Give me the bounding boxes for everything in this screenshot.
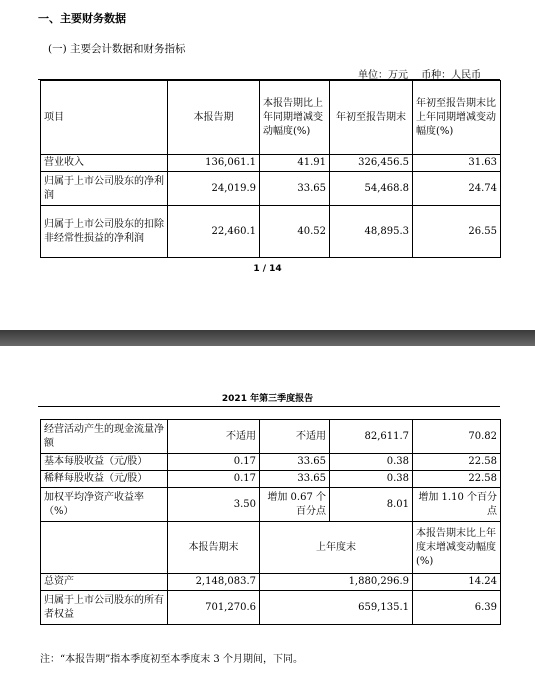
header-ytd: 年初至报告期末 xyxy=(330,81,413,155)
table-row xyxy=(41,155,501,172)
cell-value: 0.17 xyxy=(168,454,260,471)
cell-value: 22.58 xyxy=(413,471,501,488)
subsection-title: (一) 主要会计数据和财务指标 xyxy=(48,43,186,55)
cell-value: 326,456.5 xyxy=(330,155,413,172)
page-number: 1 / 14 xyxy=(253,264,282,274)
cell-value: 24,019.9 xyxy=(168,172,260,206)
cell-value: 54,468.8 xyxy=(330,172,413,206)
cell-value: 33.65 xyxy=(260,454,330,471)
report-title: 2021 年第三季度报告 xyxy=(221,394,314,404)
footnote: 注：“本报告期”指本季度初至本季度末 3 个月期间，下同。 xyxy=(40,654,303,665)
table-row xyxy=(41,574,501,591)
currency-label: 币种：人民币 xyxy=(421,70,482,81)
cell-value: 136,061.1 xyxy=(168,155,260,172)
cell-value: 41.91 xyxy=(260,155,330,172)
subheader-prior-year-end: 上年度末 xyxy=(260,522,413,574)
row-label: 稀释每股收益（元/股） xyxy=(41,471,168,488)
cell-value: 8.01 xyxy=(330,488,413,522)
subheader-change: 本报告期末比上年度末增减变动幅度(%) xyxy=(413,522,501,574)
table-row xyxy=(41,471,501,488)
cell-value: 701,270.6 xyxy=(168,591,260,625)
row-label: 归属于上市公司股东的所有者权益 xyxy=(41,591,168,625)
cell-value: 70.82 xyxy=(413,420,501,454)
table-row xyxy=(41,591,501,625)
cell-value: 48,895.3 xyxy=(330,206,413,258)
financial-table-1 xyxy=(40,80,501,258)
cell-value: 增加 0.67 个百分点 xyxy=(260,488,330,522)
table-row xyxy=(41,206,501,258)
cell-value: 659,135.1 xyxy=(260,591,413,625)
cell-value: 0.17 xyxy=(168,471,260,488)
cell-value: 2,148,083.7 xyxy=(168,574,260,591)
unit-label: 单位：万元 xyxy=(358,70,408,81)
header-period-change: 本报告期比上年同期增减变动幅度(%) xyxy=(260,81,330,155)
header-item: 项目 xyxy=(41,81,168,155)
row-label: 归属于上市公司股东的扣除非经常性损益的净利润 xyxy=(41,206,168,258)
cell-value: 26.55 xyxy=(413,206,501,258)
page-1 xyxy=(0,0,535,330)
section-title: 一、主要财务数据 xyxy=(38,12,126,25)
page-2 xyxy=(0,346,535,681)
cell-value: 31.63 xyxy=(413,155,501,172)
row-label: 经营活动产生的现金流量净额 xyxy=(41,420,168,454)
cell-value: 不适用 xyxy=(168,420,260,454)
page-separator xyxy=(0,330,535,346)
row-label: 归属于上市公司股东的净利润 xyxy=(41,172,168,206)
cell-value: 0.38 xyxy=(330,471,413,488)
table-row xyxy=(41,420,501,454)
table-header-row xyxy=(41,81,501,155)
cell-value: 40.52 xyxy=(260,206,330,258)
cell-value: 3.50 xyxy=(168,488,260,522)
cell-value: 82,611.7 xyxy=(330,420,413,454)
cell-value: 22,460.1 xyxy=(168,206,260,258)
subheader-period-end: 本报告期末 xyxy=(168,522,260,574)
cell-value: 33.65 xyxy=(260,471,330,488)
row-label: 总资产 xyxy=(41,574,168,591)
cell-value: 增加 1.10 个百分点 xyxy=(413,488,501,522)
row-label: 加权平均净资产收益率（%） xyxy=(41,488,168,522)
header-ytd-change: 年初至报告期末比上年同期增减变动幅度(%) xyxy=(413,81,501,155)
row-label: 营业收入 xyxy=(41,155,168,172)
row-label: 基本每股收益（元/股） xyxy=(41,454,168,471)
cell-value: 33.65 xyxy=(260,172,330,206)
cell-value: 6.39 xyxy=(413,591,501,625)
cell-value: 1,880,296.9 xyxy=(260,574,413,591)
subheader-empty xyxy=(41,522,168,574)
table-row xyxy=(41,454,501,471)
financial-table-2 xyxy=(40,419,501,625)
cell-value: 14.24 xyxy=(413,574,501,591)
cell-value: 0.38 xyxy=(330,454,413,471)
table-row xyxy=(41,488,501,522)
table-row xyxy=(41,172,501,206)
header-current-period: 本报告期 xyxy=(168,81,260,155)
cell-value: 24.74 xyxy=(413,172,501,206)
cell-value: 22.58 xyxy=(413,454,501,471)
cell-value: 不适用 xyxy=(260,420,330,454)
header-rule xyxy=(38,406,500,407)
table-subheader-row xyxy=(41,522,501,574)
